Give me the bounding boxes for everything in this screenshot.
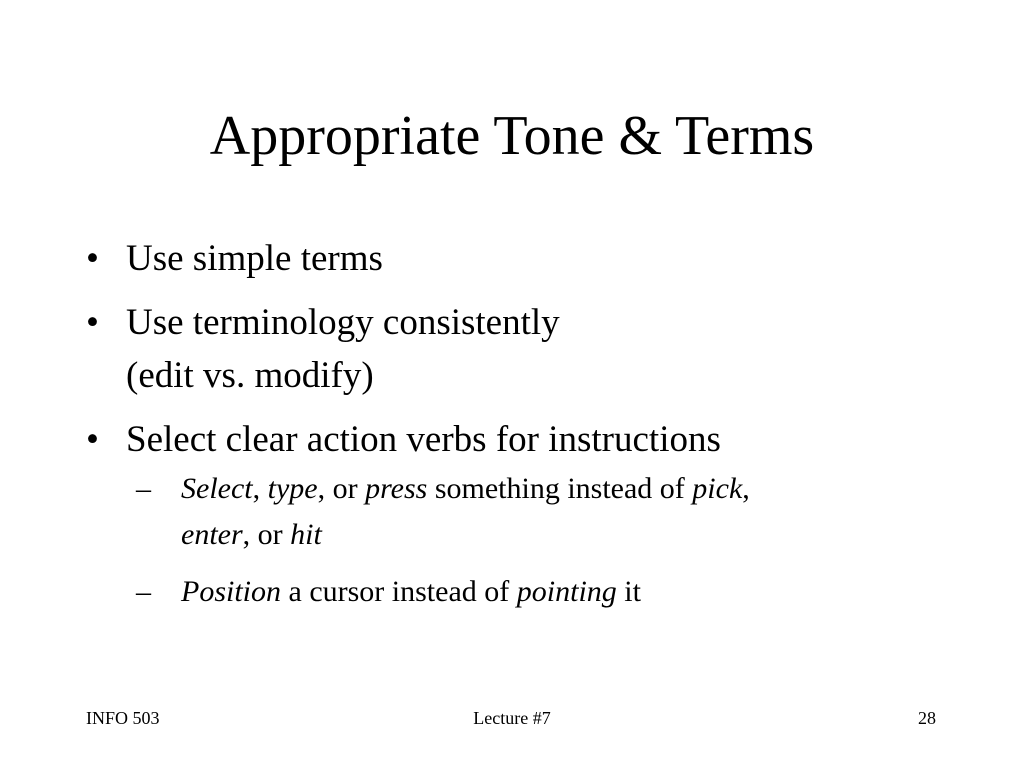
sub-bullet-item [136, 466, 986, 558]
footer-course: INFO 503 [86, 708, 160, 728]
footer-lecture: Lecture #7 [473, 708, 551, 728]
sub-bullet-list [126, 466, 986, 615]
sub-bullet-text-continuation [181, 512, 986, 558]
bullet-dot: • [86, 302, 99, 343]
text-fragment: something instead of [427, 472, 693, 505]
term-hit: hit [290, 518, 322, 551]
term-select: Select [181, 472, 253, 505]
text-fragment: , or [242, 518, 291, 551]
text-fragment: , or [317, 472, 366, 505]
bullet-text-continuation: (edit vs. modify) [126, 355, 374, 396]
term-position: Position [181, 575, 282, 608]
term-pointing: pointing [516, 575, 617, 608]
text-fragment: a cursor instead of [281, 575, 517, 608]
bullet-list [86, 232, 986, 626]
bullet-item [86, 232, 986, 285]
slide-title: Appropriate Tone & Terms [209, 105, 815, 167]
sub-bullet-dash: – [136, 575, 151, 608]
term-pick: pick [692, 472, 743, 505]
term-press: press [365, 472, 428, 505]
bullet-item [86, 296, 986, 402]
sub-bullet-text [181, 466, 986, 512]
bullet-item [86, 413, 986, 615]
footer-slide-number: 28 [918, 708, 936, 728]
sub-bullet-dash: – [136, 472, 151, 505]
bullet-text: Select clear action verbs for instructions [126, 419, 721, 460]
bullet-text: Use simple terms [126, 238, 383, 279]
term-enter: enter [181, 518, 243, 551]
term-type: type [267, 472, 318, 505]
text-fragment: , [742, 472, 750, 505]
bullet-text: Use terminology consistently [126, 302, 560, 343]
bullet-dot: • [86, 419, 99, 460]
text-fragment: it [616, 575, 641, 608]
text-fragment: , [252, 472, 268, 505]
bullet-dot: • [86, 238, 99, 279]
sub-bullet-text [181, 569, 986, 615]
sub-bullet-item [136, 569, 986, 615]
